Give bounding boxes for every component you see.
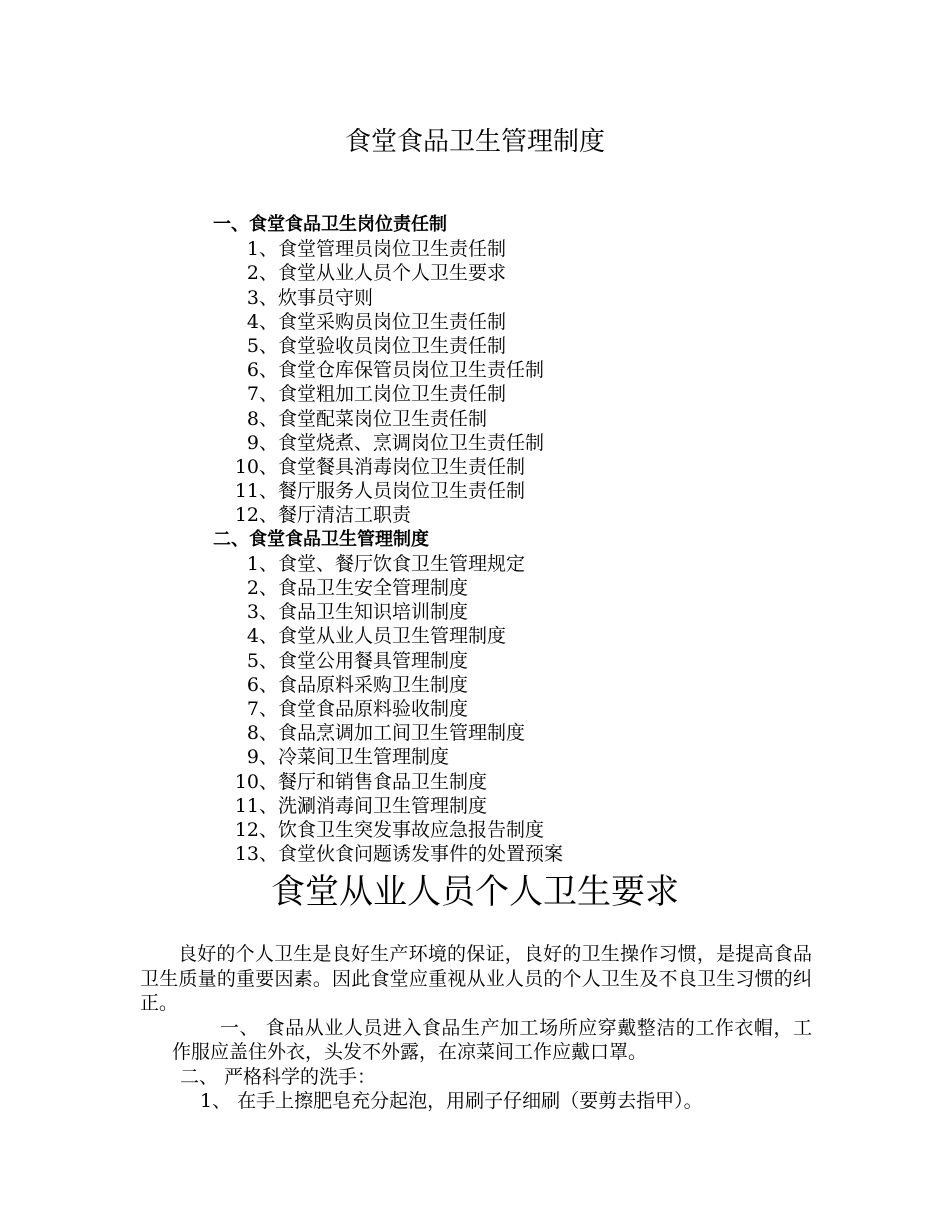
toc-item-label: 食堂餐具消毒岗位卫生责任制 bbox=[278, 456, 526, 479]
toc-item bbox=[0, 673, 950, 697]
toc-item bbox=[0, 479, 950, 503]
toc-item-number: 4、 bbox=[246, 310, 278, 333]
toc-item bbox=[0, 576, 950, 600]
toc-item-label: 食堂伙食问题诱发事件的处置预案 bbox=[278, 843, 564, 866]
toc-item-label: 食堂、餐厅饮食卫生管理规定 bbox=[278, 552, 526, 575]
toc-item-label: 食堂从业人员卫生管理制度 bbox=[278, 625, 507, 648]
toc-item-number: 12、 bbox=[234, 819, 278, 842]
toc-item-label: 食品卫生安全管理制度 bbox=[278, 577, 469, 600]
section-body bbox=[140, 942, 812, 1114]
toc-item-label: 食堂配菜岗位卫生责任制 bbox=[278, 407, 488, 430]
toc-item-number: 10、 bbox=[234, 456, 278, 479]
intro-paragraph: 良好的个人卫生是良好生产环境的保证，良好的卫生操作习惯，是提高食品卫生质量的重要因素。因此食堂应重视从业人员的个人卫生及不良卫生习惯的纠正。 bbox=[140, 943, 812, 1014]
toc-item bbox=[0, 503, 950, 527]
toc-item-number: 9、 bbox=[246, 431, 278, 454]
toc-item-label: 食堂管理员岗位卫生责任制 bbox=[278, 238, 507, 261]
toc-section-heading: 一、食堂食品卫生岗位责任制 bbox=[213, 214, 447, 235]
toc-item-label: 食品烹调加工间卫生管理制度 bbox=[278, 722, 526, 745]
toc-item-number: 8、 bbox=[246, 407, 278, 430]
requirement-subitem: 1、 在手上擦肥皂充分起泡，用刷子仔细刷（要剪去指甲）。 bbox=[200, 1090, 703, 1112]
toc-item-number: 2、 bbox=[246, 262, 278, 285]
toc-item-label: 食堂采购员岗位卫生责任制 bbox=[278, 310, 507, 333]
toc-item bbox=[0, 794, 950, 818]
toc-item bbox=[0, 770, 950, 794]
toc-item bbox=[0, 818, 950, 842]
toc-item-label: 食堂食品原料验收制度 bbox=[278, 698, 469, 721]
toc-item bbox=[0, 310, 950, 334]
toc-item bbox=[0, 552, 950, 576]
toc-item-number: 12、 bbox=[234, 504, 278, 527]
toc-item-label: 冷菜间卫生管理制度 bbox=[278, 746, 450, 769]
toc-item-label: 餐厅清洁工职责 bbox=[278, 504, 412, 527]
toc-item-number: 6、 bbox=[246, 359, 278, 382]
toc-item-number: 5、 bbox=[246, 335, 278, 358]
toc-section-list bbox=[0, 237, 950, 527]
toc-item-number: 8、 bbox=[246, 722, 278, 745]
toc-item-number: 7、 bbox=[246, 698, 278, 721]
toc-item bbox=[0, 261, 950, 285]
toc-item bbox=[0, 382, 950, 406]
toc-item-label: 洗涮消毒间卫生管理制度 bbox=[278, 794, 488, 817]
toc-item-number: 2、 bbox=[246, 577, 278, 600]
toc-item-label: 炊事员守则 bbox=[278, 286, 374, 309]
toc-item-label: 食堂公用餐具管理制度 bbox=[278, 649, 469, 672]
toc-item-label: 食品卫生知识培训制度 bbox=[278, 601, 469, 624]
toc-item bbox=[0, 600, 950, 624]
toc-item bbox=[0, 624, 950, 648]
toc-item-number: 1、 bbox=[246, 552, 278, 575]
toc-item-label: 食堂从业人员个人卫生要求 bbox=[278, 262, 507, 285]
toc-item-label: 食堂烧煮、烹调岗位卫生责任制 bbox=[278, 431, 545, 454]
table-of-contents bbox=[0, 213, 950, 866]
toc-item-number: 4、 bbox=[246, 625, 278, 648]
toc-item bbox=[0, 334, 950, 358]
toc-item-label: 食堂验收员岗位卫生责任制 bbox=[278, 335, 507, 358]
document-title: 食堂食品卫生管理制度 bbox=[344, 127, 605, 157]
toc-item bbox=[0, 649, 950, 673]
toc-item-label: 餐厅服务人员岗位卫生责任制 bbox=[278, 480, 526, 503]
toc-item bbox=[0, 358, 950, 382]
toc-item-number: 13、 bbox=[234, 843, 278, 866]
toc-item-number: 11、 bbox=[234, 794, 278, 817]
section-title: 食堂从业人员个人卫生要求 bbox=[271, 872, 679, 912]
toc-item bbox=[0, 842, 950, 866]
requirement-paragraph: 二、 严格科学的洗手： bbox=[180, 1065, 377, 1088]
toc-item-label: 食堂粗加工岗位卫生责任制 bbox=[278, 383, 507, 406]
toc-section-heading: 二、食堂食品卫生管理制度 bbox=[213, 528, 429, 550]
toc-item-number: 11、 bbox=[234, 480, 278, 503]
toc-item-number: 3、 bbox=[246, 601, 278, 624]
toc-item bbox=[0, 697, 950, 721]
toc-item-number: 7、 bbox=[246, 383, 278, 406]
toc-item-number: 9、 bbox=[246, 746, 278, 769]
toc-item bbox=[0, 431, 950, 455]
toc-item bbox=[0, 721, 950, 745]
toc-item-label: 餐厅和销售食品卫生制度 bbox=[278, 770, 488, 793]
toc-item-number: 3、 bbox=[246, 286, 278, 309]
toc-item-number: 6、 bbox=[246, 673, 278, 696]
toc-item bbox=[0, 407, 950, 431]
requirement-paragraph: 一、 食品从业人员进入食品生产加工场所应穿戴整洁的工作衣帽，工作服应盖住外衣，头发不外露，在凉菜间工作应戴口罩。 bbox=[172, 1016, 812, 1063]
toc-item bbox=[0, 745, 950, 769]
toc-item bbox=[0, 286, 950, 310]
toc-item bbox=[0, 455, 950, 479]
toc-item-label: 食品原料采购卫生制度 bbox=[278, 673, 469, 696]
toc-item-number: 5、 bbox=[246, 649, 278, 672]
toc-item-label: 食堂仓库保管员岗位卫生责任制 bbox=[278, 359, 545, 382]
toc-item-label: 饮食卫生突发事故应急报告制度 bbox=[278, 819, 545, 842]
toc-item-number: 1、 bbox=[246, 238, 278, 261]
toc-section-list bbox=[0, 552, 950, 867]
toc-item-number: 10、 bbox=[234, 770, 278, 793]
toc-item bbox=[0, 237, 950, 261]
